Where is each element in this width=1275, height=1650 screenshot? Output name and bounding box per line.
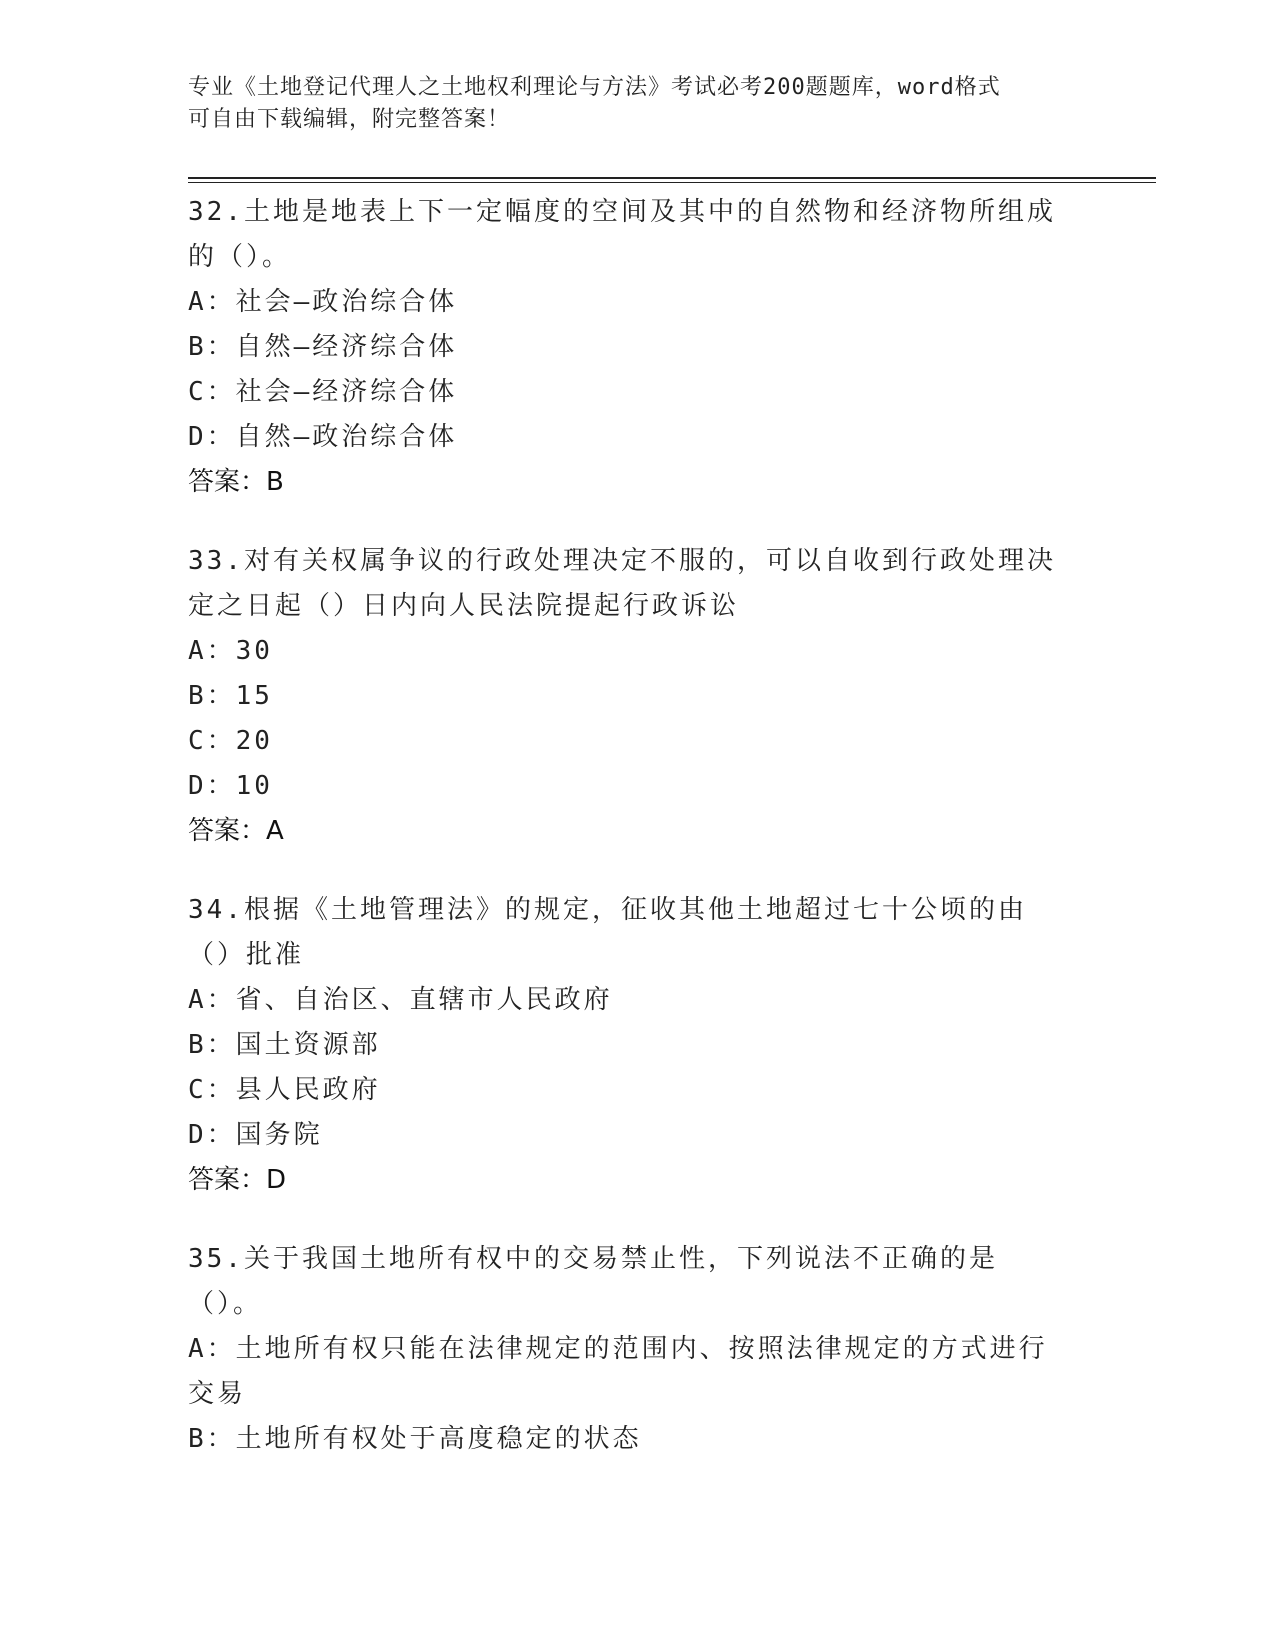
option-d: D：10 bbox=[188, 771, 273, 801]
question-34 bbox=[188, 888, 1068, 1203]
answer-line: 答案：B bbox=[188, 467, 284, 497]
question-stem: 35.关于我国土地所有权中的交易禁止性，下列说法不正确的是（）。 bbox=[188, 1244, 998, 1319]
option-d: D：国务院 bbox=[188, 1120, 323, 1150]
question-stem: 33.对有关权属争议的行政处理决定不服的，可以自收到行政处理决定之日起（）日内向人民法院提起行政诉讼 bbox=[188, 546, 1056, 621]
option-c: C：20 bbox=[188, 726, 273, 756]
answer-line: 答案：D bbox=[188, 1165, 287, 1195]
header-divider-thin bbox=[188, 182, 1156, 183]
header-title-line-1: 专业《土地登记代理人之土地权利理论与方法》考试必考200题题库，word格式 bbox=[188, 75, 1001, 100]
document-header bbox=[188, 72, 1068, 136]
option-c: C：社会—经济综合体 bbox=[188, 377, 458, 407]
option-b: B：土地所有权处于高度稳定的状态 bbox=[188, 1424, 642, 1454]
option-a: A：社会—政治综合体 bbox=[188, 287, 458, 317]
question-stem: 34.根据《土地管理法》的规定，征收其他土地超过七十公顷的由（）批准 bbox=[188, 895, 1027, 970]
header-divider bbox=[188, 177, 1156, 179]
option-a: A：30 bbox=[188, 636, 273, 666]
question-33 bbox=[188, 539, 1068, 854]
option-b: B：国土资源部 bbox=[188, 1030, 381, 1060]
answer-line: 答案：A bbox=[188, 816, 284, 846]
option-a: A：土地所有权只能在法律规定的范围内、按照法律规定的方式进行交易 bbox=[188, 1334, 1048, 1409]
header-title-line-2: 可自由下载编辑，附完整答案！ bbox=[188, 107, 511, 132]
option-b: B：自然—经济综合体 bbox=[188, 332, 458, 362]
option-c: C：县人民政府 bbox=[188, 1075, 381, 1105]
question-list bbox=[188, 190, 1068, 1496]
option-a: A：省、自治区、直辖市人民政府 bbox=[188, 985, 613, 1015]
option-d: D：自然—政治综合体 bbox=[188, 422, 458, 452]
question-35 bbox=[188, 1237, 1068, 1462]
option-b: B：15 bbox=[188, 681, 273, 711]
question-stem: 32.土地是地表上下一定幅度的空间及其中的自然物和经济物所组成的（）。 bbox=[188, 197, 1056, 272]
question-32 bbox=[188, 190, 1068, 505]
